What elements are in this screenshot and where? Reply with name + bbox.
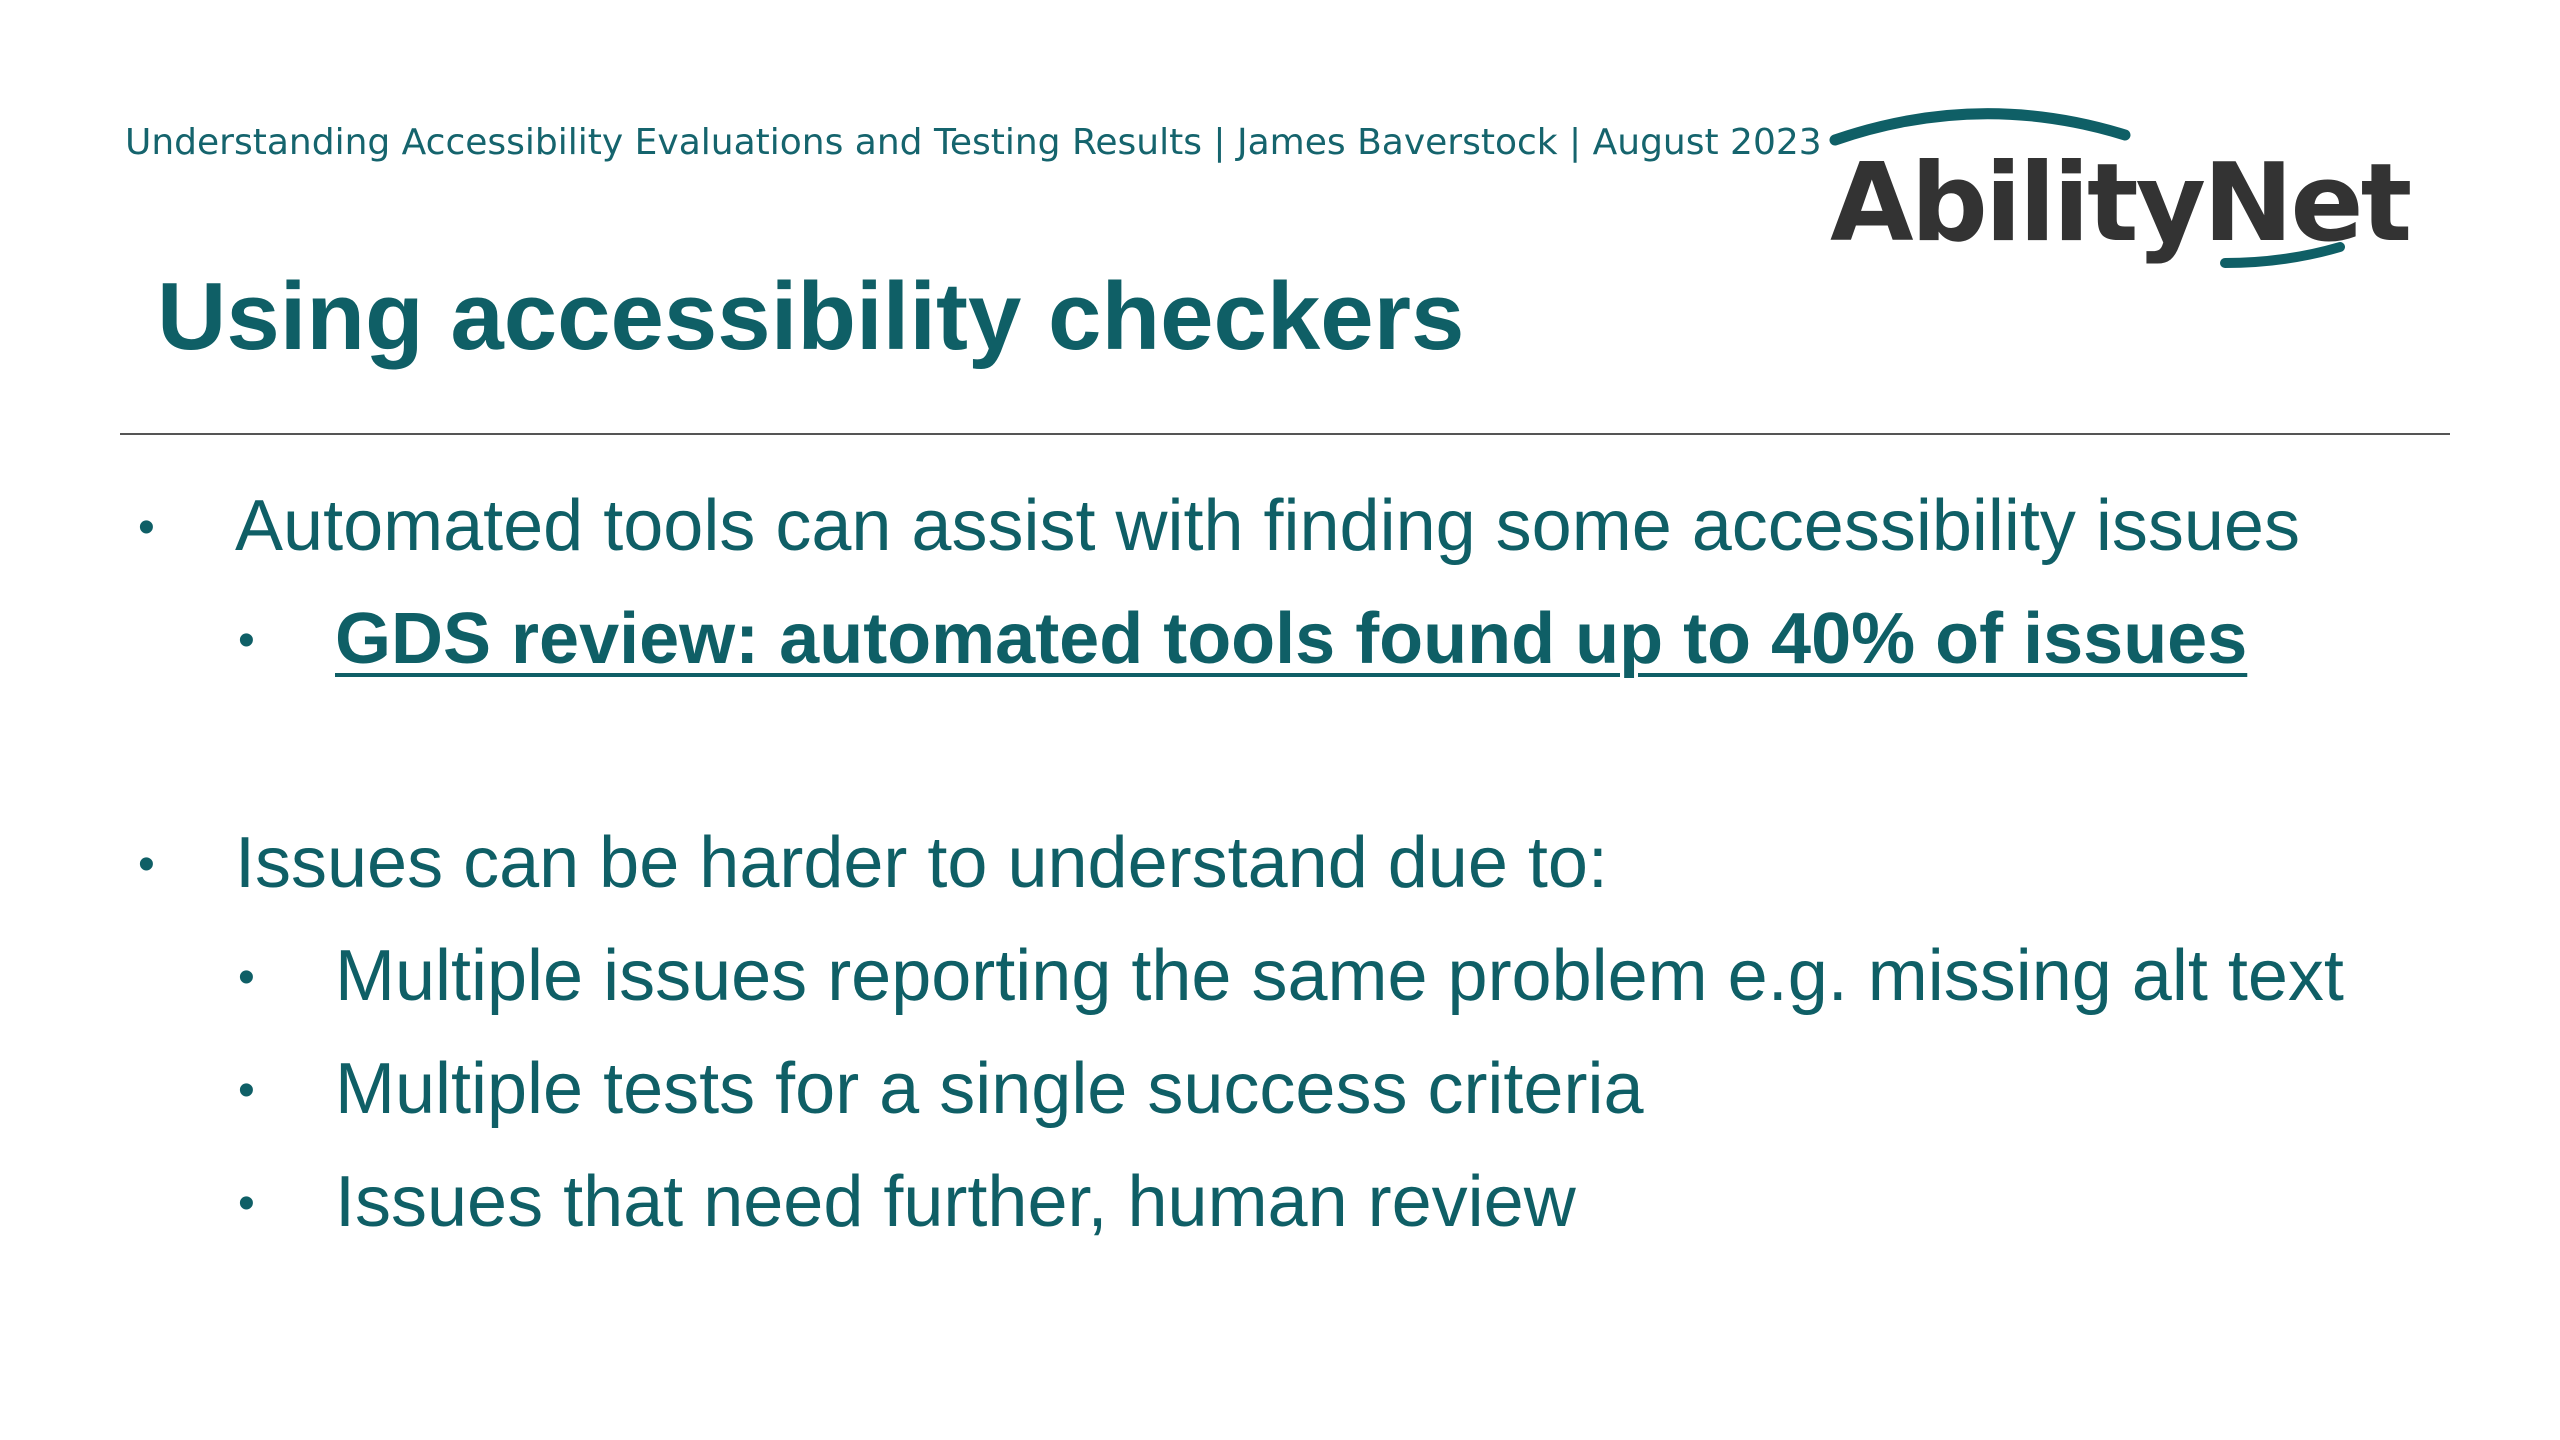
bullet-text: Issues that need further, human review	[335, 1162, 1576, 1242]
presentation-subtitle: Understanding Accessibility Evaluations and Testing Results | James Baverstock | August 2023	[125, 122, 1822, 163]
bullet-icon: •	[238, 1064, 255, 1117]
bullet-icon: •	[238, 951, 255, 1004]
page-title: Using accessibility checkers	[157, 263, 1465, 370]
bullet-icon: •	[238, 1177, 255, 1230]
bullet-text: Multiple issues reporting the same problem e.g. missing alt text	[335, 936, 2344, 1016]
bullet-text: Issues can be harder to understand due to:	[235, 823, 1608, 903]
bullet-icon: •	[138, 838, 155, 891]
bullet-icon: •	[238, 614, 255, 667]
gds-review-link[interactable]: GDS review: automated tools found up to 40% of issues	[335, 599, 2248, 679]
bullet-text: Automated tools can assist with finding some accessibility issues	[235, 486, 2300, 566]
bullet-text: Multiple tests for a single success criteria	[335, 1049, 1644, 1129]
logo-wordmark: AbilityNet	[1830, 141, 2410, 266]
bullet-icon: •	[138, 501, 155, 554]
